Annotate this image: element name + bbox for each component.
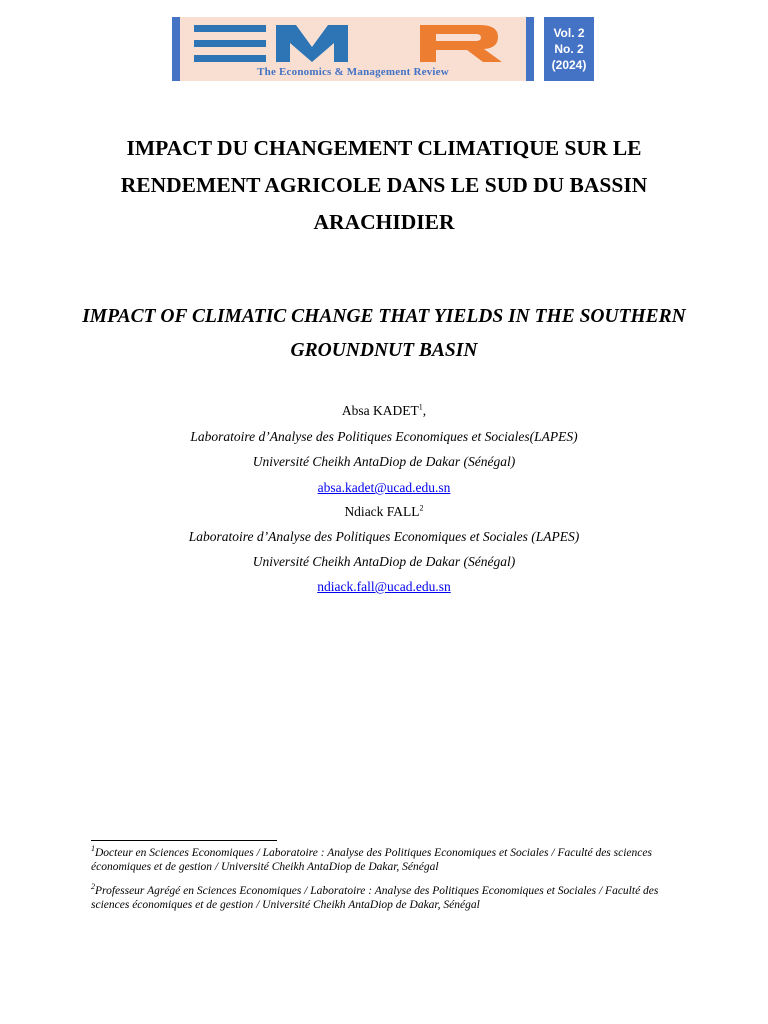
author-1-lab: Laboratoire d’Analyse des Politiques Economiques et Sociales(LAPES) [190, 429, 578, 444]
paper-title-english: IMPACT OF CLIMATIC CHANGE THAT YIELDS IN THE SOUTHERN GROUNDNUT BASIN [82, 306, 686, 361]
footnote-separator [91, 840, 277, 841]
volume-label: Vol. 2 [553, 26, 585, 40]
volume-badge [544, 17, 594, 81]
author-name [60, 403, 708, 419]
footnote-2-mark: 2 [91, 882, 95, 892]
author-2-university: Université Cheikh AntaDiop de Dakar (Sénégal) [252, 554, 516, 569]
footnote-1-mark: 1 [91, 844, 95, 854]
footnote-2-text: Professeur Agrégé en Sciences Economiques / Laboratoire : Analyse des Politiques Economiques et Sociales / Faculté des sciences économiques et de gestion / Université Cheikh AntaDiop de Dakar, Sénégal [91, 885, 659, 911]
author-2-lab: Laboratoire d’Analyse des Politiques Economiques et Sociales (LAPES) [188, 529, 580, 544]
author-2-name: Ndiack FALL [344, 504, 420, 519]
author-1-email-link[interactable]: absa.kadet@ucad.edu.sn [317, 480, 451, 495]
author-1-footnote-mark: 1 [418, 402, 423, 412]
year-label: (2024) [551, 58, 587, 72]
footnote-1-text: Docteur en Sciences Economiques / Laboratoire : Analyse des Politiques Economiques et Sociales / Faculté des sciences économiques et de gestion / Université Cheikh AntaDiop de Dakar, Sénégal [91, 847, 652, 873]
paper-title-french: IMPACT DU CHANGEMENT CLIMATIQUE SUR LE RENDEMENT AGRICOLE DANS LE SUD DU BASSIN ARACHIDIER [120, 136, 648, 234]
author-1-email-row [60, 480, 708, 496]
author-1-suffix: , [422, 403, 427, 418]
journal-logo [172, 17, 534, 81]
author-2-email-row [60, 579, 708, 595]
author-1-university: Université Cheikh AntaDiop de Dakar (Sénégal) [252, 454, 516, 469]
author-2-footnote-mark: 2 [419, 503, 424, 513]
journal-tagline: The Economics & Management Review [257, 66, 449, 78]
number-label: No. 2 [554, 42, 584, 56]
author-1-name: Absa KADET [341, 403, 419, 418]
author-name [60, 504, 708, 520]
author-2-email-link[interactable]: ndiack.fall@ucad.edu.sn [317, 579, 451, 594]
footnote-2 [91, 884, 681, 912]
footnote-1 [91, 846, 681, 874]
